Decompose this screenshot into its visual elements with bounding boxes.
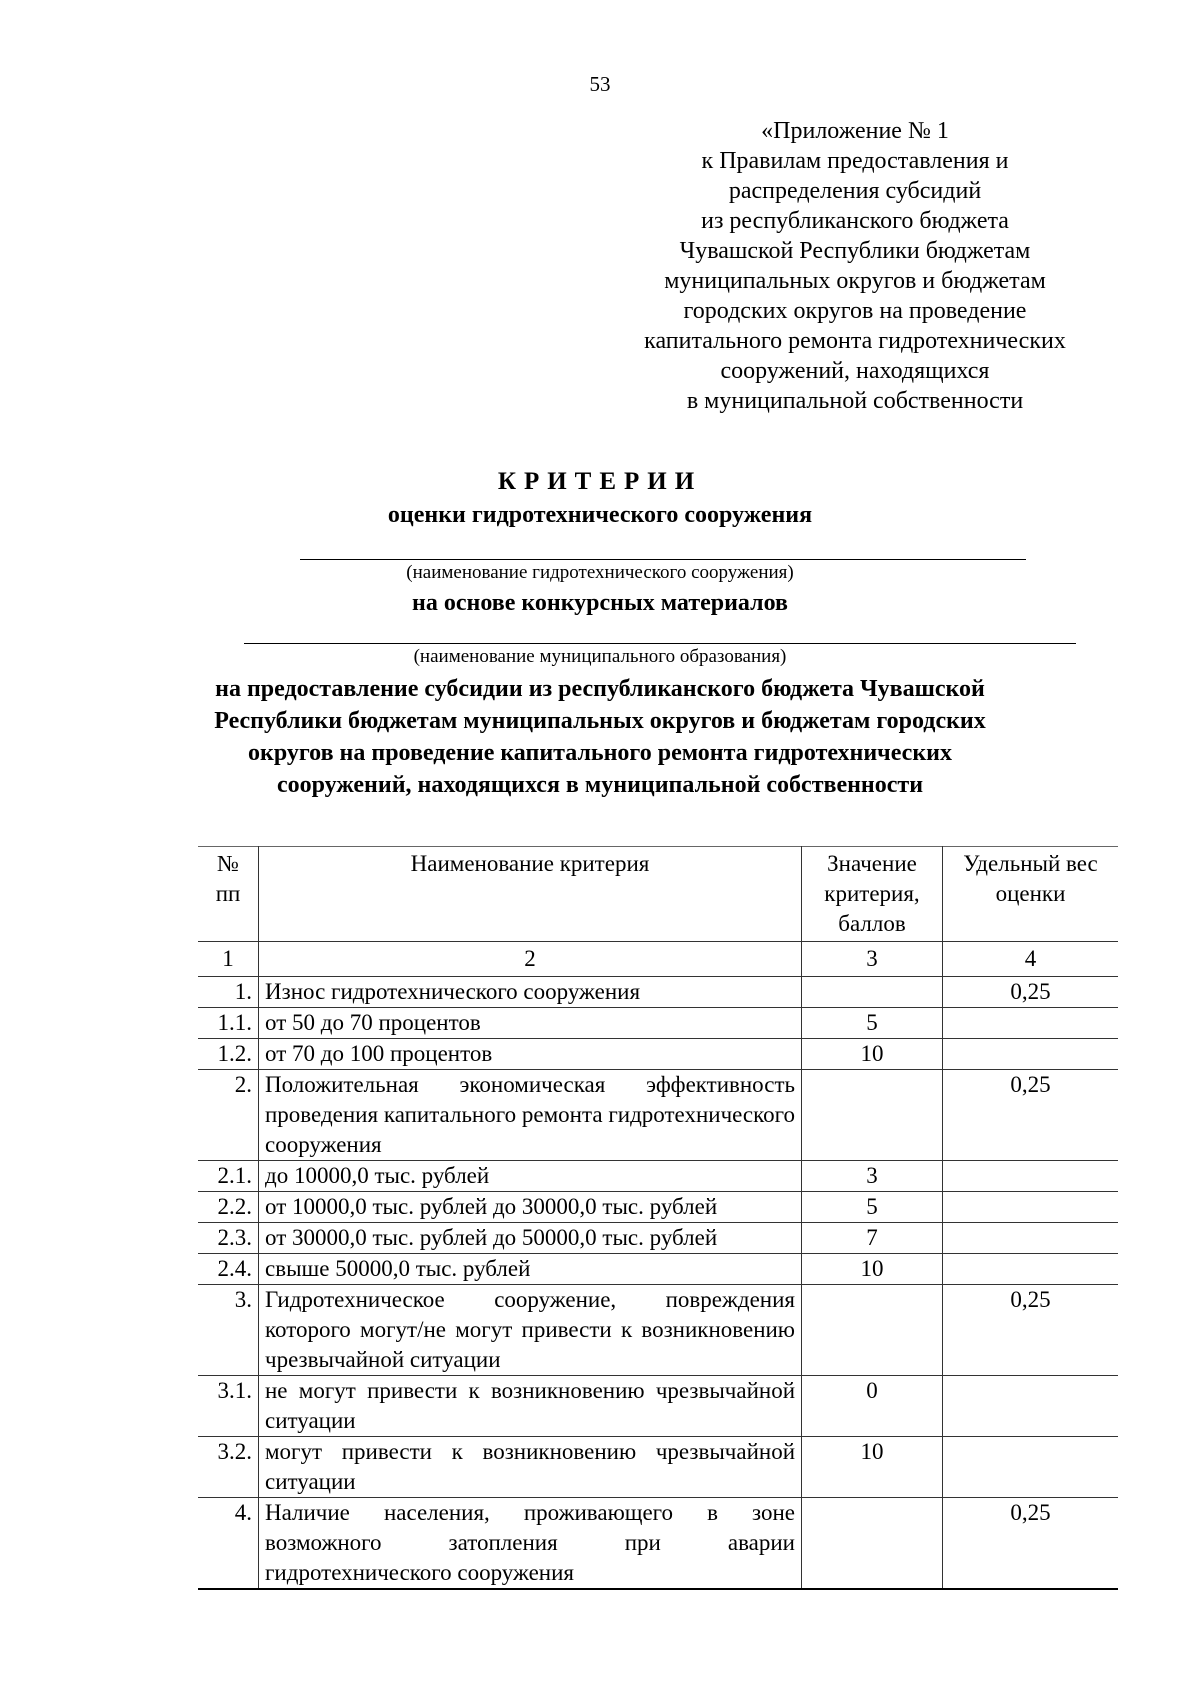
row-value: 0 — [802, 1376, 943, 1437]
purpose-line: на предоставление субсидии из республиканского бюджета Чувашской — [215, 676, 985, 702]
table-row — [198, 977, 1118, 1008]
header-num: № пп — [198, 847, 259, 942]
row-value: 10 — [802, 1254, 943, 1285]
document-subtitle: оценки гидротехнического сооружения — [387, 502, 813, 528]
table-row — [198, 1376, 1118, 1437]
row-weight — [943, 1192, 1119, 1223]
row-value: 5 — [802, 1008, 943, 1039]
appendix-line: муниципальных округов и бюджетам — [664, 268, 1046, 294]
purpose-paragraph — [0, 673, 1200, 801]
column-number: 4 — [943, 942, 1119, 977]
row-value: 10 — [802, 1437, 943, 1498]
table-row — [198, 1161, 1118, 1192]
row-value: 3 — [802, 1161, 943, 1192]
row-name: Гидротехническое сооружение, повреждения которого могут/не могут привести к возникновению чрезвычайной ситуации — [259, 1285, 802, 1376]
row-num: 3.1. — [198, 1376, 259, 1437]
column-number: 1 — [198, 942, 259, 977]
table-row — [198, 1498, 1118, 1590]
row-weight: 0,25 — [943, 977, 1119, 1008]
row-weight — [943, 1376, 1119, 1437]
table-row — [198, 1039, 1118, 1070]
row-value — [802, 977, 943, 1008]
row-num: 3.2. — [198, 1437, 259, 1498]
row-num: 2.4. — [198, 1254, 259, 1285]
row-weight — [943, 1039, 1119, 1070]
purpose-line: округов на проведение капитального ремонта гидротехнических — [248, 740, 952, 766]
row-value: 5 — [802, 1192, 943, 1223]
row-value — [802, 1070, 943, 1161]
appendix-header — [620, 116, 1090, 416]
structure-name-caption: (наименование гидротехнического сооружения) — [406, 562, 794, 583]
row-num: 2.1. — [198, 1161, 259, 1192]
appendix-line: сооружений, находящихся — [720, 358, 990, 384]
row-weight: 0,25 — [943, 1285, 1119, 1376]
row-name: не могут привести к возникновению чрезвычайной ситуации — [259, 1376, 802, 1437]
table-row — [198, 1437, 1118, 1498]
appendix-line: Чувашской Республики бюджетам — [679, 238, 1031, 264]
appendix-line: в муниципальной собственности — [686, 388, 1024, 414]
purpose-line: Республики бюджетам муниципальных округов и бюджетам городских — [214, 708, 986, 734]
document-title: КРИТЕРИИ — [497, 468, 703, 495]
municipality-name-caption: (наименование муниципального образования) — [413, 646, 787, 667]
row-value: 7 — [802, 1223, 943, 1254]
row-name: свыше 50000,0 тыс. рублей — [259, 1254, 802, 1285]
row-weight: 0,25 — [943, 1070, 1119, 1161]
table-row — [198, 1285, 1118, 1376]
row-num: 2. — [198, 1070, 259, 1161]
row-value — [802, 1285, 943, 1376]
column-number: 3 — [802, 942, 943, 977]
table-row — [198, 1254, 1118, 1285]
header-name: Наименование критерия — [259, 847, 802, 942]
appendix-line: к Правилам предоставления и — [701, 148, 1009, 174]
row-weight — [943, 1437, 1119, 1498]
basis-line: на основе конкурсных материалов — [412, 590, 788, 616]
table-header-row — [198, 847, 1118, 942]
column-numbers-row — [198, 942, 1118, 977]
row-name: Износ гидротехнического сооружения — [259, 977, 802, 1008]
appendix-line: капитального ремонта гидротехнических — [644, 328, 1066, 354]
purpose-line: сооружений, находящихся в муниципальной собственности — [276, 772, 924, 798]
header-value: Значение критерия, баллов — [802, 847, 943, 942]
row-name: могут привести к возникновению чрезвычайной ситуации — [259, 1437, 802, 1498]
appendix-line: из республиканского бюджета — [701, 208, 1009, 234]
row-num: 2.2. — [198, 1192, 259, 1223]
row-value: 10 — [802, 1039, 943, 1070]
municipality-name-blank-line — [244, 643, 1076, 644]
row-name: Наличие населения, проживающего в зоне возможного затопления при аварии гидротехнического сооружения — [259, 1498, 802, 1590]
row-name: до 10000,0 тыс. рублей — [259, 1161, 802, 1192]
row-num: 2.3. — [198, 1223, 259, 1254]
row-value — [802, 1498, 943, 1590]
column-number: 2 — [259, 942, 802, 977]
page-number: 53 — [589, 72, 611, 96]
row-name: Положительная экономическая эффективность проведения капитального ремонта гидротехнического сооружения — [259, 1070, 802, 1161]
appendix-line: распределения субсидий — [728, 178, 982, 204]
appendix-line: «Приложение № 1 — [761, 118, 949, 144]
row-weight — [943, 1008, 1119, 1039]
structure-name-blank-line — [300, 559, 1026, 560]
row-name: от 50 до 70 процентов — [259, 1008, 802, 1039]
header-weight: Удельный вес оценки — [943, 847, 1119, 942]
table-row — [198, 1192, 1118, 1223]
row-weight — [943, 1223, 1119, 1254]
table-row — [198, 1223, 1118, 1254]
row-num: 1. — [198, 977, 259, 1008]
row-weight — [943, 1161, 1119, 1192]
row-name: от 70 до 100 процентов — [259, 1039, 802, 1070]
row-num: 1.1. — [198, 1008, 259, 1039]
row-num: 1.2. — [198, 1039, 259, 1070]
row-name: от 10000,0 тыс. рублей до 30000,0 тыс. рублей — [259, 1192, 802, 1223]
criteria-table — [198, 846, 1118, 1590]
row-num: 3. — [198, 1285, 259, 1376]
row-weight — [943, 1254, 1119, 1285]
table-row — [198, 1008, 1118, 1039]
appendix-line: городских округов на проведение — [683, 298, 1027, 324]
row-name: от 30000,0 тыс. рублей до 50000,0 тыс. рублей — [259, 1223, 802, 1254]
row-num: 4. — [198, 1498, 259, 1590]
row-weight: 0,25 — [943, 1498, 1119, 1590]
table-row — [198, 1070, 1118, 1161]
